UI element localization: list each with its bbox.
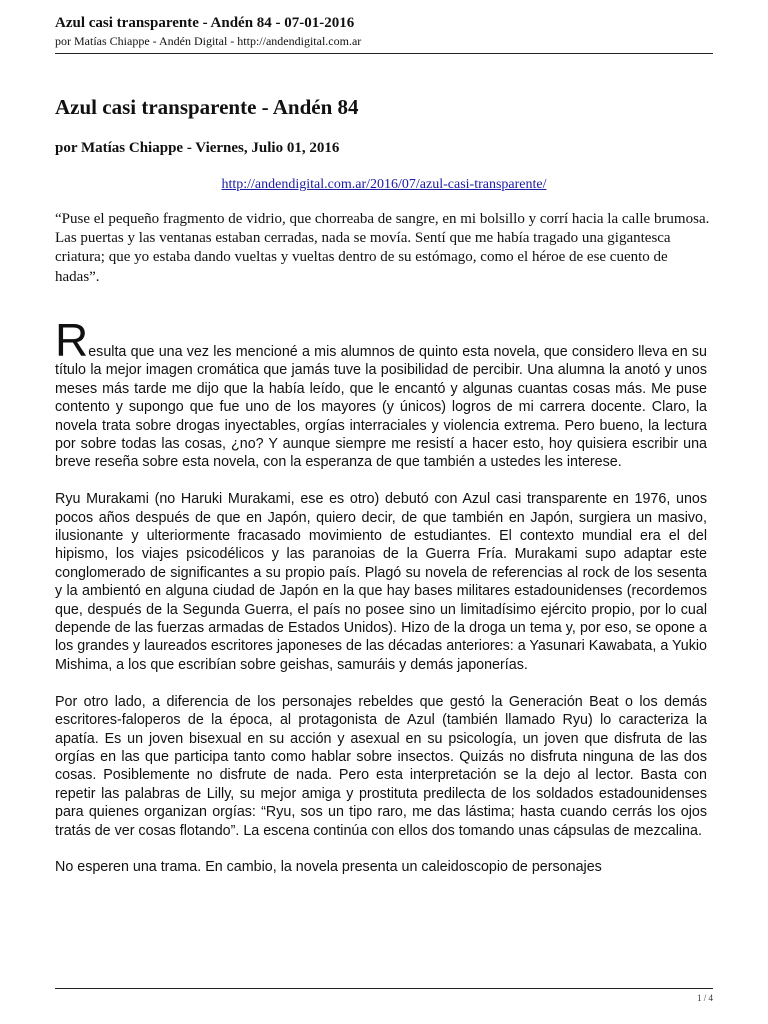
epigraph-quote: “Puse el pequeño fragmento de vidrio, que chorreaba de sangre, en mi bolsillo y corrí hacia la calle brumosa. Las puertas y las ventanas estaban cerradas, nada se movía. Sentí que me había tragado una gigantesca criatura; que yo estaba dando vueltas y vueltas dentro de su estómago, como el héroe de ese cuento de hadas”.: [55, 211, 710, 285]
article-url-line: [0, 176, 768, 194]
paragraph-2: Ryu Murakami (no Haruki Murakami, ese es otro) debutó con Azul casi transparente en 1976, unos pocos años después de que en Japón, quiero decir, de que también en Japón, surgiera un masivo, ilusionante y ulteriormente fracasado movimiento de estudiantes. El contexto mundial era el del hipismo, los viajes psicodélicos y las paranoias de la Guerra Fría. Murakami supo adaptar este conglomerado de significantes a su propio país. Plagó su novela de referencias al rock de los sesenta y la ambientó en alguna ciudad de Japón en la que hay bases militares estadounidenses (recordemos que, después de la Segunda Guerra, el país no posee sino un limitadísimo ejército propio, por lo cual depende de las fuerzas armadas de Estados Unidos). Hizo de la droga un tema y, por eso, se opone a los grandes y laureados escritores japoneses de las décadas anteriores: a Yasunari Kawabata, a Yukio Mishima, a los que escribían sobre geishas, samuráis y demás japonerías.: [55, 491, 707, 673]
header-subtitle: por Matías Chiappe - Andén Digital - http://andendigital.com.ar: [55, 34, 362, 48]
article-body: [55, 314, 707, 895]
article-title: Azul casi transparente - Andén 84: [55, 95, 359, 119]
paragraph-4: No esperen una trama. En cambio, la novela presenta un caleidoscopio de personajes: [55, 859, 602, 876]
article-url-link[interactable]: http://andendigital.com.ar/2016/07/azul-casi-transparente/: [221, 177, 547, 192]
paragraph-1-text: esulta que una vez les mencioné a mis alumnos de quinto esta novela, que considero lleva en su título la mejor imagen cromática que jamás tuve la posibilidad de percibir. Una alumna la anotó y unos meses más tarde me dijo que la había leído, que le encantó y algunas cuantas cosas más. Me puse contento y supongo que fue uno de los mayores (y únicos) logros de mi carrera docente. Claro, la novela trata sobre drogas inyectables, orgías interraciales y violencia extrema. Pero bueno, la lectura por sobre todas las cosas, ¿no? Y aunque siempre me resistí a hacer esto, hoy quisiera escribir una breve reseña sobre esta novela, con la esperanza de que también a ustedes les interese.: [55, 344, 707, 471]
paragraph-1: [55, 314, 707, 472]
drop-cap: R: [55, 314, 89, 366]
paragraph-3: Por otro lado, a diferencia de los personajes rebeldes que gestó la Generación Beat o los demás escritores-faloperos de la época, al protagonista de Azul (también llamado Ryu) lo caracteriza la apatía. Es un joven bisexual en su acción y asexual en su psicología, un joven que disfruta de las orgías en las que participa tanto como hablar sobre insectos. Quizás no disfruta ninguna de las dos cosas. Posiblemente no disfrute de nada. Pero esta interpretación se la dejo al lector. Basta con repetir las palabras de Lilly, su mejor amiga y prostituta predilecta de los soldados estadounidenses para quienes organizan orgías: “Ryu, sos un tipo raro, me das lástima; hasta cuando cerrás los ojos tratás de ver cosas flotando”. La escena continúa con ellos dos tomando unas cápsulas de mezcalina.: [55, 693, 707, 839]
header-divider: [55, 53, 713, 54]
footer-divider: [55, 988, 713, 989]
article-byline: por Matías Chiappe - Viernes, Julio 01, 2016: [55, 140, 340, 156]
page-number: 1 / 4: [696, 993, 713, 1003]
running-header: [55, 14, 713, 49]
header-title: Azul casi transparente - Andén 84 - 07-01-2016: [55, 15, 355, 31]
